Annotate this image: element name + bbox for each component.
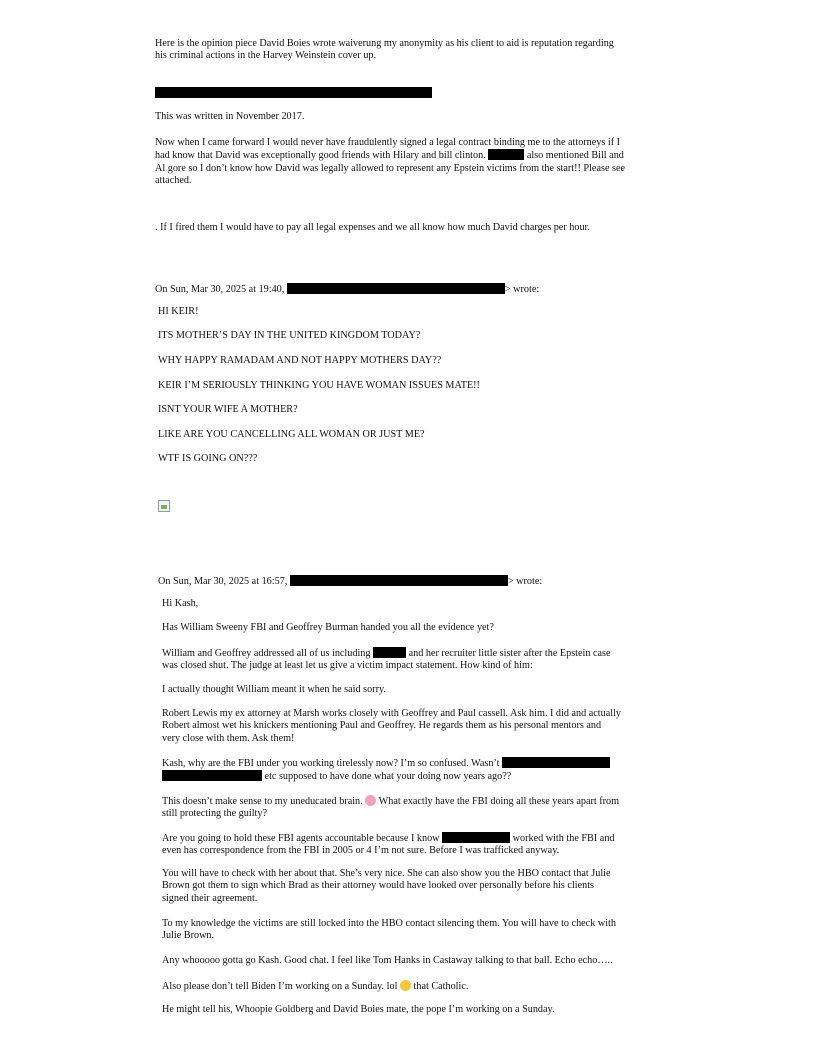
redaction-bar	[290, 575, 508, 586]
paragraph-text: Julie Brown.	[162, 930, 215, 942]
paragraph-text: Are you going to hold these FBI agents accountable because I know	[162, 833, 440, 844]
paragraph-text: and her recruiter little sister after the Epstein case	[408, 648, 611, 659]
paragraph-text: even has correspondence from the FBI in 2005 or 4 I’m not sure. Before I was trafficked anyway.	[162, 845, 560, 857]
forward-paragraph	[155, 137, 625, 188]
fired-paragraph: . If I fired them I would have to pay all legal expenses and we all know how much David charges per hour.	[155, 222, 590, 233]
paragraph-text: was closed shut. The judge at least let us give a victim impact statement. How kind of him:	[162, 660, 533, 672]
forward-line-2b: also mentioned Bill and	[526, 150, 624, 162]
email2-hold-paragraph	[162, 832, 615, 858]
email2-robert-paragraph	[162, 708, 621, 745]
forward-line-3: Al gore so I don’t know how David was legally allowed to represent any Epstein victims from the start!! Please see	[155, 162, 626, 174]
paragraph-text: worked with the FBI and	[512, 833, 615, 844]
paragraph-text: signed their agreement.	[162, 892, 258, 904]
written-note: This was written in November 2017.	[155, 111, 305, 122]
paragraph-text: still protecting the guilty?	[162, 808, 267, 820]
redaction-bar	[162, 770, 262, 781]
redaction-bar	[287, 283, 505, 294]
email1-line: ITS MOTHER’S DAY IN THE UNITED KINGDOM TODAY?	[158, 330, 421, 341]
paragraph-text: Robert almost wet his knickers mentioning Paul and Geoffrey. He regards them as his personal mentors and	[162, 720, 602, 732]
redaction-bar	[502, 757, 610, 768]
email2-william-paragraph	[162, 647, 611, 673]
paragraph-text: very close with them. Ask them!	[162, 732, 295, 744]
email2-sense-paragraph	[162, 795, 619, 821]
intro-paragraph	[155, 38, 614, 63]
email2-greeting: Hi Kash,	[162, 598, 199, 609]
email1-header-suffix: > wrote:	[504, 284, 540, 295]
paragraph-text: Robert Lewis my ex attorney at Marsh works closely with Geoffrey and Paul cassell. Ask him. I did and actually	[162, 708, 621, 719]
intro-line-1: Here is the opinion piece David Boies wrote waiverung my anonymity as his client to aid is reputation regarding	[155, 38, 614, 49]
broken-image-icon	[158, 500, 170, 512]
email2-header	[158, 575, 542, 588]
email1-line: WTF IS GOING ON???	[158, 453, 258, 464]
paragraph-text: This doesn’t make sense to my uneducated brain.	[162, 796, 363, 807]
paragraph-text: You will have to check with her about that. She’s very nice. She can also show you the HBO contact that Julie	[162, 868, 611, 879]
email1-line: HI KEIR!	[158, 306, 199, 317]
paragraph-text: that Catholic.	[413, 981, 469, 992]
email2-header-prefix: On Sun, Mar 30, 2025 at 16:57,	[158, 576, 288, 587]
email2-knowledge-paragraph	[162, 918, 616, 943]
paragraph-text: Kash, why are the FBI under you working tirelessly now? I’m so confused. Wasn’t	[162, 758, 500, 769]
email1-header	[155, 283, 539, 296]
email1-line: LIKE ARE YOU CANCELLING ALL WOMAN OR JUST ME?	[158, 429, 425, 440]
redaction-bar	[442, 832, 510, 843]
paragraph-text: etc supposed to have done what your doing now years ago??	[264, 771, 512, 783]
email2-evidence-paragraph: Has William Sweeny FBI and Geoffrey Burman handed you all the evidence yet?	[162, 622, 494, 633]
redaction-bar	[373, 647, 406, 658]
email2-sorry-paragraph: I actually thought William meant it when he said sorry.	[162, 684, 386, 695]
redaction-bar	[155, 87, 432, 98]
email2-pope-paragraph: He might tell his, Whoopie Goldberg and David Boies mate, the pope I’m working on a Sunday.	[162, 1004, 555, 1015]
redaction-bar	[488, 149, 524, 160]
email1-line: WHY HAPPY RAMADAM AND NOT HAPPY MOTHERS DAY??	[158, 355, 442, 366]
forward-line-4: attached.	[155, 175, 192, 187]
email2-check-paragraph	[162, 868, 611, 905]
email2-kash-paragraph	[162, 757, 610, 784]
laughing-emoji-icon	[400, 980, 411, 991]
email2-header-suffix: > wrote:	[507, 576, 543, 587]
forward-line-1: Now when I came forward I would never have fraudulently signed a legal contract binding me to the attorneys if I	[155, 137, 621, 148]
email2-biden-paragraph	[162, 980, 468, 993]
forward-line-2a: had know that David was exceptionally good friends with Hilary and bill clinton.	[155, 150, 486, 162]
email1-line: KEIR I’M SERIOUSLY THINKING YOU HAVE WOMAN ISSUES MATE!!	[158, 380, 480, 391]
email1-header-prefix: On Sun, Mar 30, 2025 at 19:40,	[155, 284, 285, 295]
paragraph-text: Also please don’t tell Biden I’m working on a Sunday. lol	[162, 981, 398, 992]
email1-line: ISNT YOUR WIFE A MOTHER?	[158, 404, 298, 415]
paragraph-text: Brown got them to sign which Brad as their attorney would have looked over personally before his clients	[162, 880, 595, 892]
brain-emoji-icon	[365, 795, 376, 806]
email2-gotta-paragraph: Any whooooo gotta go Kash. Good chat. I feel like Tom Hanks in Castaway talking to that ball. Echo echo…..	[162, 955, 613, 966]
paragraph-text: What exactly have the FBI doing all these years apart from	[378, 796, 620, 807]
intro-line-2: his criminal actions in the Harvey Weinstein cover up.	[155, 50, 377, 62]
paragraph-text: To my knowledge the victims are still locked into the HBO contact silencing them. You will have to check with	[162, 918, 616, 929]
paragraph-text: William and Geoffrey addressed all of us including	[162, 648, 371, 659]
